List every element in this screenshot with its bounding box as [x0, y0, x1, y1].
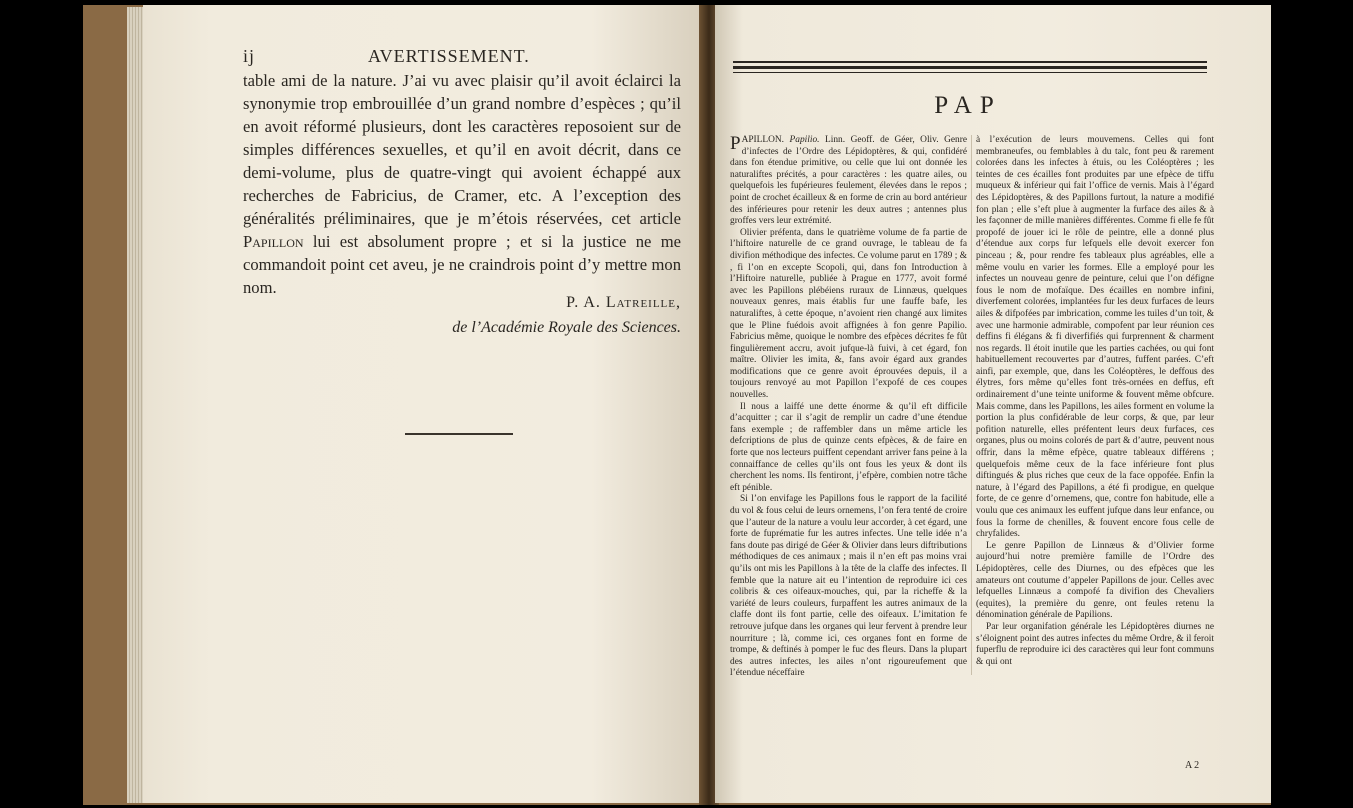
paragraph	[730, 135, 967, 228]
column-left	[730, 135, 967, 680]
book-spread	[83, 5, 1271, 805]
running-title: AVERTISSEMENT.	[368, 46, 530, 66]
paragraph: Olivier préfenta, dans le quatrième volume de fa partie de l’hiftoire naturelle de ce grand ouvrage, le tableau de fa divifion méthodique des infectes. Ce volume parut en 1789 ; & , fi l’on en excepte Scopoli, qui, dans fon Introduction à l’Hiftoire naturelle, publiée à Prague en 1777, avoit formé avec les Papillons plébéiens ruraux de Linnæus, quelques nouveaux genres, mais établis fur une fauffe bafe, les naturaliftes, à cette époque, n’avoient rien changé aux limites que le Pline fuédois avoit affignées à fon genre Papilio. Fabricius même, quoique le nombre des efpèces décrites fe fût fingulièrement accru, avoit jufque-là fuivi, à cet égard, fon maître. Olivier les imita, &, fans avoir égard aux grandes modifications que ce genre avoit éprouvées depuis, il a toujours renvoyé au mot Papillon l’expofé de ces coupes nouvelles.	[730, 227, 967, 401]
papillon-smallcaps: Papillon	[243, 232, 304, 251]
paragraph: à l’exécution de leurs mouvemens. Celles qui font membraneufes, ou femblables à du talc, font peu & rarement colorées dans les infectes à étuis, ou les Coléoptères ; les teintes de ces écailles font produites par une efpèce de tiffu muqueux & inférieur qui fait l’office de vernis. Mais à l’égard des Lépidoptères, & des Papillons furtout, la nature a modifié fon plan ; elle s’eft plue à augmenter la furface des ailes & à les façonner de mille manières différentes. Comme fi elle fe fût propofé de jouer ici le rôle de peintre, elle a donné plus d’étendue aux corps fur lefquels elle devoit exercer fon pinceau ; &, pour rendre fes tableaux plus agréables, elle a même voulu en varier les formes. Elle a employé pour les infectes un nouveau genre de peinture, celui que l’on défigne fous le nom de mofaïque. Des écailles en nombre infini, diverfement colorées, implantées fur les deux furfaces de leurs ailes & difpofées par imbrication, comme les tuiles d’un toit, & avec une harmonie admirable, compofent par leur réunion ces deffins fi élégans & fi diverfifiés qui furprennent & charment nos regards. Il étoit inutile que les parties cachées, ou qui font habituellement recouvertes par d’autres, fuffent parées. C’eft ainfi, par exemple, que, dans les Coléoptères, le deffous des élytres, fors même qu’elles font très-ornées en deffus, eft ordinairement d’une teinte uniforme & fouvent même obfcure. Mais comme, dans les Papillons, les ailes forment en volume la portion la plus confidérable de leur corps, & que, par leur pofition naturelle, elles préfentent leurs deux furfaces, ces organes, plus ou moins colorés de part & d’autre, peuvent nous offrir, dans la même efpèce, quatre tableaux différens ; quelquefois même ceux de la face inférieure font plus diftingués & plus riches que ceux de la face oppofée. Enfin la nature, à l’égard des Papillons, a été fi prodigue, en quelque forte, de ce genre d’ornemens, que, contre fon habitude, elle a voulu que ces animaux les euffent jufque dans leur enfance, ou fous la forme de chenilles, & fouvent encore fous celle de chryfalides.	[976, 135, 1214, 540]
paragraph: Si l’on envifage les Papillons fous le rapport de la facilité du vol & fous celui de leurs ornemens, l’on fera tenté de croire que l’auteur de la nature a voulu leur accorder, à cet égard, une forte de fuprématie fur les autres infectes. Une telle idée n’a fans doute pas dirigé de Géer & Olivier dans leurs diftributions méthodiques de ces animaux ; mais il n’en eft pas moins vrai qu’ils ont mis les Papillons à la tête de la claffe des infectes. Il femble que la nature ait eu l’intention de reproduire ici ces colibris & ces oifeaux-mouches, qui, par la richeffe & la variété de leurs couleurs, furpaffent les autres animaux de la claffe dont ils font partie, celle des oifeaux. L’imitation fe retrouve jufque dans les organes qui leur fervent à prendre leur nourriture ; là, comme ici, ces organes font en forme de trompe, & deftinés à pomper le fuc des fleurs. Dans la plupart des autres infectes, les ailes n’ont rigoureufement que l’étendue néceffaire	[730, 494, 967, 679]
author-name: P. A. Latreille,	[566, 294, 681, 311]
header-rule-top	[733, 61, 1207, 63]
signature-mark: A 2	[1185, 760, 1200, 771]
ornament-rule	[405, 433, 513, 435]
entry-latin: Papilio.	[789, 135, 820, 145]
paragraph-text-1: table ami de la nature. J’ai vu avec plaisir qu’il avoit éclairci la synonymie trop embrouillée d’un grand nombre d’espèces ; qu’il en avoit réformé plusieurs, dont les caractères reposoient sur de simples différences sexuelles, et qu’il en avoit décrit, dans ce demi-volume, plus de quatre-vingt qui avoient échappé aux recherches de Fabricius, de Cramer, etc. A l’exception des généralités préliminaires, que je m’étois réservées, cet article	[243, 71, 681, 228]
signature-block	[375, 290, 681, 340]
header-rule-thick	[733, 66, 1207, 69]
paragraph-text: Linn. Geoff. de Géer, Oliv. Genre d’infectes de l’Ordre des Lépidoptères, & qui, confidéré dans fon étendue primitive, ou celle que lui ont donnée les naturaliftes précités, a pour caractères : les quatre ailes, ou quelquefois les fupérieures feulement, élevées dans le repos ; point de crochet écailleux & en forme de crin au bord antérieur des inférieures pour retenir les deux autres ; antennes plus groffes vers leur extrémité.	[730, 135, 968, 227]
entry-title: APILLON.	[741, 135, 785, 145]
avertissement-paragraph	[243, 69, 681, 299]
column-separator	[971, 135, 972, 675]
column-right	[976, 135, 1214, 668]
header-rule-bottom	[733, 72, 1207, 73]
paragraph: Le genre Papillon de Linnæus & d’Olivier forme aujourd’hui notre première famille de l’Ordre des Lépidoptères, celle des Diurnes, ou des efpèces que les amateurs ont coutume d’appeler Papillons de jour. Celles avec lefquelles Linnæus a compofé fa divifion des Chevaliers (equites), la première du genre, ont feules retenu la dénomination générale de Papilions.	[976, 540, 1214, 621]
paragraph: Il nous a laiffé une dette énorme & qu’il eft difficile d’acquitter ; car il s’agit de remplir un cadre d’une étendue fans exemple ; de raffembler dans un même article les defcriptions de plus de quinze cents efpèces, & de faire en forte que nos lecteurs puiffent cependant arriver fans peine à la connaiffance de celles qu’ils ont fous les yeux & dont ils cherchent les noms. Ils fentiront, j’efpère, combien notre tâche eft pénible.	[730, 401, 967, 493]
page-number: ij	[243, 46, 256, 66]
left-page	[143, 5, 703, 803]
paragraph-text-2: lui est absolument propre ; et si la justice ne me commandoit point cet aveu, je ne craindrois point d’y mettre mon nom.	[243, 232, 681, 297]
page-heading: PAP	[934, 92, 1002, 119]
paragraph: Par leur organifation générale les Lépidoptères diurnes ne s’éloignent point des autres infectes du même Ordre, & il feroit fuperflu de reproduire ici des caractères qui leur font communs & qui ont	[976, 621, 1214, 667]
right-page	[715, 5, 1271, 803]
author-institution: de l’Académie Royale des Sciences.	[452, 319, 681, 336]
body-text	[243, 69, 681, 299]
drop-cap: P	[730, 133, 741, 154]
